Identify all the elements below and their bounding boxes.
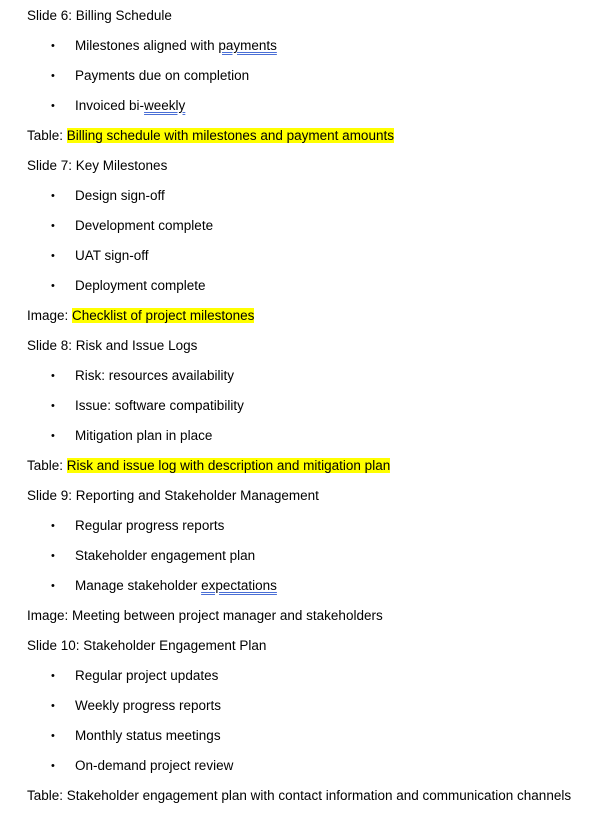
document-body[interactable]: [27, 6, 607, 816]
list-item: [27, 726, 607, 756]
list-item: [27, 666, 607, 696]
list-item: [27, 216, 607, 246]
bullet-icon: •: [51, 670, 55, 682]
slide-7-heading: Slide 7: Key Milestones: [27, 158, 168, 173]
slide-7-asset-line: [27, 306, 607, 336]
bullet-icon: •: [51, 760, 55, 772]
list-item-text: Weekly progress reports: [75, 698, 222, 713]
list-item: [27, 396, 607, 426]
list-item-text: Milestones aligned with: [75, 38, 219, 53]
list-item: [27, 66, 607, 96]
highlighted-asset-text: Checklist of project milestones: [72, 308, 255, 323]
bullet-icon: •: [51, 580, 55, 592]
slide-8-asset-line: [27, 456, 607, 486]
list-item: [27, 756, 607, 786]
spellcheck-flagged-word[interactable]: payments: [218, 38, 277, 53]
bullet-icon: •: [51, 700, 55, 712]
list-item-text: Manage stakeholder: [75, 578, 202, 593]
slide-10-asset-line: Table: Stakeholder engagement plan with contact information and communication channels: [27, 788, 572, 803]
asset-label: Table:: [27, 128, 67, 143]
bullet-icon: •: [51, 250, 55, 262]
list-item: [27, 696, 607, 726]
slide-9-asset-line: Image: Meeting between project manager and stakeholders: [27, 608, 383, 623]
list-item-text: Issue: software compatibility: [75, 398, 244, 413]
list-item-text: Stakeholder engagement plan: [75, 548, 256, 563]
slide-8-heading: Slide 8: Risk and Issue Logs: [27, 338, 198, 353]
list-item-text: UAT sign-off: [75, 248, 149, 263]
list-item-text: Development complete: [75, 218, 214, 233]
bullet-icon: •: [51, 220, 55, 232]
list-item-text: Invoiced bi-: [75, 98, 145, 113]
slide-6-asset-line: [27, 126, 607, 156]
list-item-text: Monthly status meetings: [75, 728, 221, 743]
list-item-text: Regular project updates: [75, 668, 219, 683]
list-item-text: On-demand project review: [75, 758, 234, 773]
bullet-icon: •: [51, 520, 55, 532]
list-item: [27, 366, 607, 396]
slide-6-heading: Slide 6: Billing Schedule: [27, 8, 172, 23]
list-item: [27, 246, 607, 276]
bullet-icon: •: [51, 70, 55, 82]
bullet-icon: •: [51, 100, 55, 112]
list-item-text: Regular progress reports: [75, 518, 225, 533]
list-item-text: Mitigation plan in place: [75, 428, 213, 443]
list-item-text: Risk: resources availability: [75, 368, 235, 383]
list-item: [27, 516, 607, 546]
list-item: [27, 276, 607, 306]
list-item: [27, 36, 607, 66]
bullet-icon: •: [51, 430, 55, 442]
list-item: [27, 186, 607, 216]
list-item: [27, 426, 607, 456]
list-item-text: Deployment complete: [75, 278, 206, 293]
list-item: [27, 546, 607, 576]
asset-label: Table:: [27, 458, 67, 473]
spellcheck-flagged-word[interactable]: weekly: [144, 98, 186, 113]
highlighted-asset-text: Risk and issue log with description and mitigation plan: [66, 458, 391, 473]
list-item: [27, 96, 607, 126]
bullet-icon: •: [51, 190, 55, 202]
bullet-icon: •: [51, 730, 55, 742]
spellcheck-flagged-word[interactable]: expectations: [201, 578, 277, 593]
slide-10-heading: Slide 10: Stakeholder Engagement Plan: [27, 638, 267, 653]
slide-9-heading: Slide 9: Reporting and Stakeholder Management: [27, 488, 319, 503]
highlighted-asset-text: Billing schedule with milestones and payment amounts: [66, 128, 394, 143]
bullet-icon: •: [51, 40, 55, 52]
list-item: [27, 576, 607, 606]
list-item-text: Design sign-off: [75, 188, 165, 203]
asset-label: Image:: [27, 308, 73, 323]
bullet-icon: •: [51, 370, 55, 382]
bullet-icon: •: [51, 400, 55, 412]
list-item-text: Payments due on completion: [75, 68, 250, 83]
bullet-icon: •: [51, 280, 55, 292]
bullet-icon: •: [51, 550, 55, 562]
